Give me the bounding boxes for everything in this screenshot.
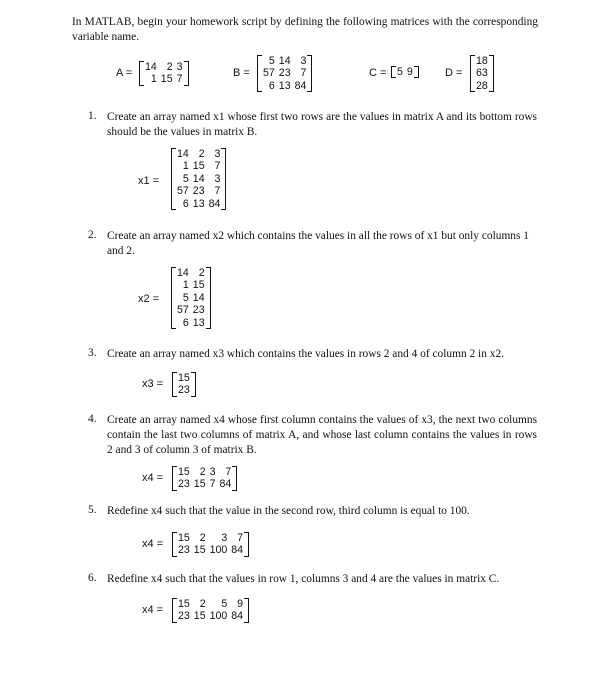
- matrix-cell: 14: [177, 267, 189, 279]
- matrix-cell: 28: [476, 79, 488, 92]
- matrix-cell: 7: [225, 466, 232, 478]
- step-6-text: Redefine x4 such that the values in row 1, columns 3 and 4 are the values in matrix C.: [107, 573, 500, 585]
- matrix-c: [391, 66, 419, 78]
- matrix-a-label: A =: [116, 67, 133, 79]
- matrix-cell: 23: [178, 544, 190, 557]
- matrix-cell: 6: [182, 316, 189, 329]
- matrix-row: [175, 304, 207, 316]
- matrix-cell: 18: [476, 55, 488, 67]
- left-bracket: [257, 55, 262, 92]
- matrix-cell: 7: [214, 160, 221, 173]
- matrix-row: [261, 55, 308, 67]
- matrix-cell: 23: [192, 304, 205, 317]
- matrix-row: [176, 544, 245, 556]
- left-bracket: [172, 598, 177, 623]
- matrix-d-label: D =: [445, 67, 463, 79]
- matrix-row: [474, 67, 490, 79]
- matrix-cell: 57: [177, 185, 189, 198]
- step-3-matrix: [172, 372, 196, 397]
- right-bracket: [489, 55, 494, 92]
- matrix-row: [143, 73, 185, 85]
- matrix-row: [175, 279, 207, 291]
- matrix-cell: 2: [199, 598, 206, 610]
- matrix-cell: 84: [208, 197, 221, 210]
- matrix-row: [175, 317, 207, 329]
- step-2-matrix: [171, 267, 211, 329]
- matrix-cell: 2: [199, 532, 206, 544]
- right-bracket: [244, 532, 249, 557]
- matrix-cell: 2: [198, 267, 205, 279]
- matrix-row: [176, 598, 245, 610]
- matrix-cell: 100: [209, 544, 228, 557]
- step-2-text: Create an array named x2 which contains the values in all the rows of x1 but only columns 1 and 2.: [107, 230, 529, 257]
- right-bracket: [191, 372, 196, 397]
- matrix-cell: 6: [268, 79, 275, 92]
- matrix-cell: 23: [178, 478, 190, 491]
- matrix-cell: 3: [300, 55, 307, 67]
- matrix-cell: 15: [178, 372, 190, 384]
- matrix-b: [257, 55, 312, 92]
- left-bracket: [172, 372, 177, 397]
- matrix-cell: 5: [182, 291, 189, 304]
- step-4-number: 4.: [88, 413, 97, 425]
- step-1-matrix: [171, 148, 226, 210]
- step-1-number: 1.: [88, 110, 97, 122]
- left-bracket: [171, 148, 176, 210]
- intro-paragraph: In MATLAB, begin your homework script by defining the following matrices with the corresponding variable name.: [72, 16, 538, 43]
- step-3-number: 3.: [88, 347, 97, 359]
- matrix-cell: 6: [182, 197, 189, 210]
- matrix-cell: 15: [178, 532, 190, 544]
- left-bracket: [172, 532, 177, 557]
- matrix-cell: 14: [177, 148, 189, 160]
- matrix-cell: 3: [176, 61, 183, 73]
- matrix-row: [175, 292, 207, 304]
- matrix-cell: 13: [278, 79, 291, 92]
- matrix-cell: 15: [192, 279, 205, 292]
- matrix-row: [175, 185, 222, 197]
- matrix-cell: 15: [178, 466, 190, 478]
- step-2-label: x2 =: [138, 293, 160, 305]
- matrix-cell: 23: [178, 610, 190, 623]
- left-bracket: [470, 55, 475, 92]
- matrix-b-label: B =: [233, 67, 250, 79]
- matrix-cell: 2: [166, 61, 173, 73]
- matrix-row: [176, 532, 245, 544]
- matrix-cell: 1: [150, 73, 157, 86]
- matrix-cell: 15: [193, 544, 206, 557]
- matrix-cell: 84: [219, 478, 232, 491]
- step-6-number: 6.: [88, 572, 97, 584]
- matrix-row: [176, 384, 192, 396]
- matrix-cell: 14: [278, 55, 291, 67]
- step-5-number: 5.: [88, 504, 97, 516]
- matrix-row: [474, 80, 490, 92]
- step-2-number: 2.: [88, 229, 97, 241]
- matrix-cell: 100: [209, 610, 228, 623]
- matrix-cell: 14: [192, 172, 205, 185]
- matrix-row: [176, 478, 233, 490]
- matrix-cell: 3: [221, 532, 228, 544]
- step-6-label: x4 =: [142, 604, 164, 616]
- step-4-label: x4 =: [142, 472, 164, 484]
- matrix-row: [143, 61, 185, 73]
- matrix-cell: 15: [193, 610, 206, 623]
- matrix-row: [474, 55, 490, 67]
- matrix-cell: 3: [214, 148, 221, 160]
- matrix-cell: 3: [214, 172, 221, 185]
- step-4-text: Create an array named x4 whose first column contains the values of x3, the next two columns contain the last two columns of matrix A, and whose last column contains the values in rows 2 and 3 of column 3 of matrix B.: [107, 414, 537, 456]
- matrix-cell: 13: [192, 197, 205, 210]
- matrix-cell: 84: [294, 79, 307, 92]
- right-bracket: [244, 598, 249, 623]
- left-bracket: [391, 66, 396, 78]
- matrix-cell: 7: [300, 67, 307, 80]
- matrix-cell: 23: [178, 384, 190, 397]
- step-3-text: Create an array named x3 which contains the values in rows 2 and 4 of column 2 in x2.: [107, 348, 504, 360]
- matrix-cell: 7: [237, 532, 244, 544]
- matrix-row: [175, 148, 222, 160]
- matrix-row: [175, 198, 222, 210]
- matrix-cell: 23: [192, 185, 205, 198]
- matrix-cell: 7: [209, 478, 216, 491]
- matrix-cell: 15: [160, 73, 173, 86]
- matrix-cell: 5: [182, 172, 189, 185]
- matrix-row: [261, 67, 308, 79]
- matrix-row: [175, 173, 222, 185]
- matrix-cell: 7: [214, 185, 221, 198]
- matrix-cell: 57: [177, 304, 189, 317]
- matrix-cell: 15: [193, 478, 206, 491]
- step-5-matrix: [172, 532, 249, 557]
- matrix-cell: 13: [192, 316, 205, 329]
- step-5-label: x4 =: [142, 538, 164, 550]
- matrix-row: [176, 466, 233, 478]
- step-4-matrix: [172, 466, 237, 491]
- matrix-cell: 84: [231, 544, 244, 557]
- right-bracket: [414, 66, 419, 78]
- step-5-text: Redefine x4 such that the value in the second row, third column is equal to 100.: [107, 505, 470, 517]
- matrix-cell: 1: [182, 279, 189, 292]
- left-bracket: [171, 267, 176, 329]
- matrix-row: [176, 372, 192, 384]
- matrix-cell: 15: [192, 160, 205, 173]
- matrix-cell: 15: [178, 598, 190, 610]
- matrix-cell: 57: [263, 67, 275, 80]
- matrix-a: [139, 61, 189, 86]
- matrix-cell: 9: [406, 66, 413, 78]
- matrix-cell: 23: [278, 67, 291, 80]
- matrix-cell: 3: [209, 466, 216, 478]
- matrix-cell: 5: [221, 598, 228, 610]
- matrix-row: [176, 610, 245, 622]
- matrix-c-label: C =: [369, 67, 387, 79]
- step-6-matrix: [172, 598, 249, 623]
- left-bracket: [139, 61, 144, 86]
- matrix-row: [261, 80, 308, 92]
- matrix-cell: 84: [231, 610, 244, 623]
- matrix-row: [395, 66, 415, 78]
- matrix-d: [470, 55, 494, 92]
- left-bracket: [172, 466, 177, 491]
- right-bracket: [206, 267, 211, 329]
- step-3-label: x3 =: [142, 378, 164, 390]
- right-bracket: [221, 148, 226, 210]
- matrix-cell: 2: [198, 148, 205, 160]
- matrix-cell: 9: [237, 598, 244, 610]
- right-bracket: [232, 466, 237, 491]
- matrix-cell: 1: [182, 160, 189, 173]
- matrix-row: [175, 160, 222, 172]
- matrix-cell: 5: [268, 55, 275, 67]
- step-1-text: Create an array named x1 whose first two rows are the values in matrix A and its bottom rows should be the values in matrix B.: [107, 111, 537, 138]
- matrix-cell: 63: [476, 67, 488, 80]
- matrix-cell: 14: [145, 61, 157, 73]
- matrix-cell: 5: [397, 66, 403, 78]
- matrix-row: [175, 267, 207, 279]
- step-1-label: x1 =: [138, 175, 160, 187]
- matrix-cell: 14: [192, 291, 205, 304]
- right-bracket: [184, 61, 189, 86]
- right-bracket: [307, 55, 312, 92]
- matrix-cell: 7: [176, 73, 183, 86]
- matrix-cell: 2: [199, 466, 206, 478]
